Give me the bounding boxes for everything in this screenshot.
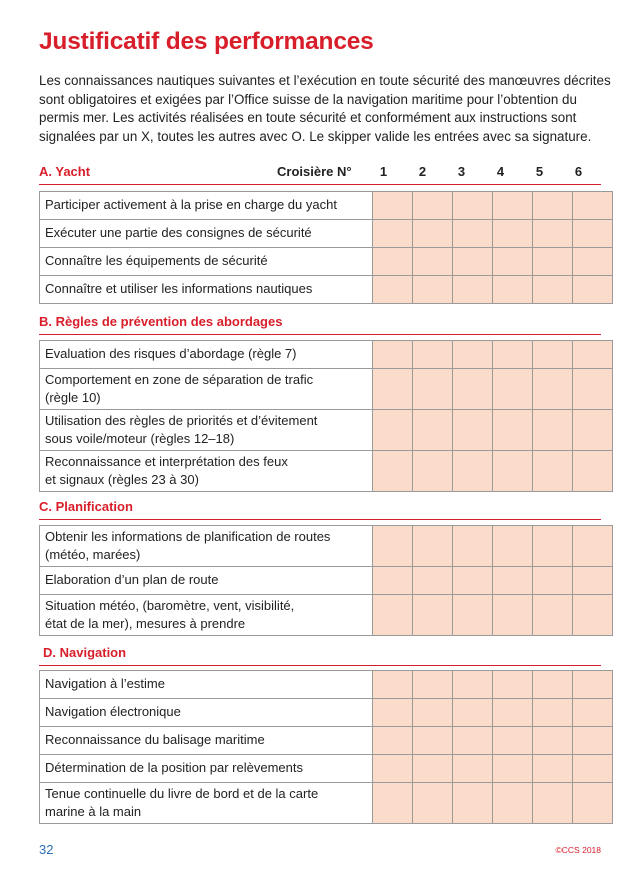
table-row — [40, 526, 613, 567]
skill-label-line: Exécuter une partie des consignes de sécurité — [45, 225, 312, 240]
cruise-checkbox-cell[interactable] — [413, 248, 453, 276]
cruise-checkbox-cell[interactable] — [493, 699, 533, 727]
cruise-checkbox-cell[interactable] — [453, 567, 493, 595]
table-row — [40, 727, 613, 755]
page-number: 32 — [39, 842, 54, 857]
cruise-number: 6 — [574, 164, 583, 179]
skill-label — [40, 755, 373, 783]
skill-label — [40, 369, 373, 410]
section-header — [39, 314, 601, 335]
skill-label-line: Navigation électronique — [45, 704, 181, 719]
cruise-checkbox-cell[interactable] — [373, 276, 413, 304]
cruise-checkbox-cell[interactable] — [493, 567, 533, 595]
cruise-checkbox-cell[interactable] — [533, 727, 573, 755]
cruise-checkbox-cell[interactable] — [373, 727, 413, 755]
cruise-checkbox-cell[interactable] — [453, 526, 493, 567]
cruise-checkbox-cell[interactable] — [573, 192, 613, 220]
cruise-checkbox-cell[interactable] — [453, 451, 493, 492]
cruise-checkbox-cell[interactable] — [453, 410, 493, 451]
cruise-checkbox-cell[interactable] — [453, 369, 493, 410]
skill-label-line: Elaboration d’un plan de route — [45, 572, 219, 587]
skill-label-line: Comportement en zone de séparation de trafic — [45, 371, 314, 387]
cruise-checkbox-cell[interactable] — [533, 526, 573, 567]
checklist-table — [39, 191, 613, 304]
cruise-checkbox-cell[interactable] — [373, 783, 413, 824]
cruise-checkbox-cell[interactable] — [453, 595, 493, 636]
table-row — [40, 595, 613, 636]
cruise-number: 5 — [535, 164, 544, 179]
cruise-checkbox-cell[interactable] — [373, 526, 413, 567]
cruise-checkbox-cell[interactable] — [493, 276, 533, 304]
cruise-checkbox-cell[interactable] — [493, 369, 533, 410]
skill-label-line: Evaluation des risques d’abordage (règle 7) — [45, 346, 297, 361]
skill-label — [40, 595, 373, 636]
skill-label — [40, 699, 373, 727]
skill-label — [40, 276, 373, 304]
skill-label — [40, 783, 373, 824]
skill-label — [40, 567, 373, 595]
cruise-checkbox-cell[interactable] — [573, 755, 613, 783]
skill-label-line: Reconnaissance du balisage maritime — [45, 732, 265, 747]
cruise-checkbox-cell[interactable] — [573, 727, 613, 755]
cruise-number: 4 — [496, 164, 505, 179]
cruise-checkbox-cell[interactable] — [493, 727, 533, 755]
cruise-checkbox-cell[interactable] — [373, 595, 413, 636]
section-navigation — [39, 645, 601, 819]
table-row — [40, 276, 613, 304]
section-yacht — [39, 164, 601, 296]
skill-label-line: Connaître et utiliser les informations nautiques — [45, 281, 313, 296]
cruise-checkbox-cell[interactable] — [533, 276, 573, 304]
cruise-checkbox-cell[interactable] — [453, 699, 493, 727]
table-row — [40, 410, 613, 451]
cruise-checkbox-cell[interactable] — [533, 783, 573, 824]
section-title: B. Règles de prévention des abordages — [39, 314, 283, 329]
cruise-checkbox-cell[interactable] — [373, 671, 413, 699]
table-row — [40, 783, 613, 824]
cruise-checkbox-cell[interactable] — [573, 248, 613, 276]
cruise-checkbox-cell[interactable] — [413, 727, 453, 755]
cruise-checkbox-cell[interactable] — [373, 248, 413, 276]
skill-label — [40, 451, 373, 492]
cruise-checkbox-cell[interactable] — [533, 755, 573, 783]
cruise-checkbox-cell[interactable] — [373, 755, 413, 783]
skill-label-line: état de la mer), mesures à prendre — [45, 615, 246, 631]
cruise-checkbox-cell[interactable] — [533, 369, 573, 410]
skill-label-line: (règle 10) — [45, 389, 101, 405]
intro-line: permis mer. Les activités réalisées en toute sécurité et conformément aux instructions sont — [39, 110, 577, 126]
cruise-checkbox-cell[interactable] — [373, 699, 413, 727]
checklist-table — [39, 670, 613, 824]
cruise-checkbox-cell[interactable] — [533, 248, 573, 276]
table-row — [40, 699, 613, 727]
intro-paragraph — [39, 72, 611, 146]
skill-label-line: Obtenir les informations de planification de routes — [45, 528, 331, 544]
cruise-checkbox-cell[interactable] — [573, 451, 613, 492]
skill-label — [40, 248, 373, 276]
cruise-checkbox-cell[interactable] — [413, 526, 453, 567]
cruise-checkbox-cell[interactable] — [533, 595, 573, 636]
cruise-checkbox-cell[interactable] — [413, 699, 453, 727]
cruise-checkbox-cell[interactable] — [453, 220, 493, 248]
cruise-checkbox-cell[interactable] — [493, 526, 533, 567]
skill-label-line: et signaux (règles 23 à 30) — [45, 471, 199, 487]
table-row — [40, 192, 613, 220]
cruise-checkbox-cell[interactable] — [533, 451, 573, 492]
cruise-checkbox-cell[interactable] — [573, 341, 613, 369]
cruise-checkbox-cell[interactable] — [373, 369, 413, 410]
cruise-checkbox-cell[interactable] — [413, 276, 453, 304]
cruise-checkbox-cell[interactable] — [453, 727, 493, 755]
cruise-number: 2 — [418, 164, 427, 179]
cruise-checkbox-cell[interactable] — [413, 451, 453, 492]
cruise-checkbox-cell[interactable] — [493, 451, 533, 492]
skill-label — [40, 526, 373, 567]
table-row — [40, 341, 613, 369]
cruise-checkbox-cell[interactable] — [533, 567, 573, 595]
table-row — [40, 671, 613, 699]
cruise-checkbox-cell[interactable] — [533, 671, 573, 699]
intro-line: sont obligatoires et exigées par l’Office suisse de la navigation maritime pour l’obtention du — [39, 91, 577, 107]
cruise-checkbox-cell[interactable] — [373, 192, 413, 220]
skill-label — [40, 220, 373, 248]
cruise-number: 1 — [379, 164, 388, 179]
skill-label — [40, 671, 373, 699]
cruise-checkbox-cell[interactable] — [573, 369, 613, 410]
skill-label-line: (météo, marées) — [45, 546, 141, 562]
cruise-checkbox-cell[interactable] — [573, 783, 613, 824]
section-title: D. Navigation — [43, 645, 127, 660]
cruise-checkbox-cell[interactable] — [413, 595, 453, 636]
section-title: A. Yacht — [39, 164, 91, 179]
skill-label-line: Détermination de la position par relèvements — [45, 760, 303, 775]
skill-label-line: Participer activement à la prise en charge du yacht — [45, 197, 337, 212]
skill-label-line: Situation météo, (baromètre, vent, visibilité, — [45, 597, 295, 613]
table-row — [40, 248, 613, 276]
cruise-checkbox-cell[interactable] — [413, 783, 453, 824]
skill-label-line: sous voile/moteur (règles 12–18) — [45, 430, 235, 446]
skill-label-line: Tenue continuelle du livre de bord et de la carte — [45, 785, 319, 801]
skill-label-line: Reconnaissance et interprétation des feux — [45, 453, 288, 469]
table-row — [40, 451, 613, 492]
section-header — [39, 499, 601, 520]
cruise-checkbox-cell[interactable] — [493, 595, 533, 636]
cruise-checkbox-cell[interactable] — [453, 341, 493, 369]
cruise-checkbox-cell[interactable] — [413, 567, 453, 595]
skill-label-line: Utilisation des règles de priorités et d’évitement — [45, 412, 318, 428]
table-row — [40, 220, 613, 248]
table-row — [40, 567, 613, 595]
cruise-checkbox-cell[interactable] — [533, 699, 573, 727]
page-title: Justificatif des performances — [39, 28, 374, 55]
cruise-checkbox-cell[interactable] — [493, 671, 533, 699]
cruise-checkbox-cell[interactable] — [453, 276, 493, 304]
copyright-notice: ©CCS 2018 — [555, 845, 601, 855]
cruise-checkbox-cell[interactable] — [373, 410, 413, 451]
section-title: C. Planification — [39, 499, 133, 514]
cruise-checkbox-cell[interactable] — [493, 220, 533, 248]
cruise-checkbox-cell[interactable] — [453, 671, 493, 699]
cruise-checkbox-cell[interactable] — [413, 220, 453, 248]
intro-line: signalées par un X, toutes les autres avec O. Le skipper valide les entrées avec sa signature. — [39, 128, 592, 144]
cruise-checkbox-cell[interactable] — [573, 595, 613, 636]
cruise-checkbox-cell[interactable] — [533, 192, 573, 220]
cruise-checkbox-cell[interactable] — [493, 755, 533, 783]
table-row — [40, 755, 613, 783]
skill-label-line: marine à la main — [45, 803, 142, 819]
cruise-checkbox-cell[interactable] — [533, 410, 573, 451]
cruise-checkbox-cell[interactable] — [373, 451, 413, 492]
cruise-checkbox-cell[interactable] — [533, 341, 573, 369]
skill-label-line: Navigation à l’estime — [45, 676, 165, 691]
cruise-checkbox-cell[interactable] — [573, 276, 613, 304]
table-row — [40, 369, 613, 410]
cruise-checkbox-cell[interactable] — [573, 410, 613, 451]
cruise-checkbox-cell[interactable] — [413, 671, 453, 699]
cruise-checkbox-cell[interactable] — [573, 526, 613, 567]
cruise-checkbox-cell[interactable] — [413, 410, 453, 451]
cruise-checkbox-cell[interactable] — [573, 567, 613, 595]
cruise-checkbox-cell[interactable] — [453, 755, 493, 783]
cruise-checkbox-cell[interactable] — [573, 699, 613, 727]
skill-label — [40, 192, 373, 220]
skill-label — [40, 410, 373, 451]
cruise-checkbox-cell[interactable] — [413, 755, 453, 783]
intro-line: Les connaissances nautiques suivantes et l’exécution en toute sécurité des manœuvres décrites — [39, 73, 611, 88]
cruise-checkbox-cell[interactable] — [413, 369, 453, 410]
skill-label — [40, 727, 373, 755]
cruise-checkbox-cell[interactable] — [493, 248, 533, 276]
cruise-checkbox-cell[interactable] — [453, 248, 493, 276]
checklist-table — [39, 525, 613, 636]
cruise-checkbox-cell[interactable] — [573, 671, 613, 699]
section-planning — [39, 499, 601, 631]
checklist-table — [39, 340, 613, 492]
cruise-checkbox-cell[interactable] — [373, 341, 413, 369]
cruise-number-label: Croisière N° — [277, 164, 352, 179]
cruise-checkbox-cell[interactable] — [413, 341, 453, 369]
section-collision-rules — [39, 314, 601, 487]
cruise-checkbox-cell[interactable] — [373, 220, 413, 248]
cruise-checkbox-cell[interactable] — [493, 410, 533, 451]
skill-label — [40, 341, 373, 369]
cruise-number: 3 — [457, 164, 466, 179]
cruise-checkbox-cell[interactable] — [453, 192, 493, 220]
section-header — [39, 645, 601, 666]
cruise-checkbox-cell[interactable] — [493, 341, 533, 369]
section-header — [39, 164, 601, 185]
cruise-checkbox-cell[interactable] — [573, 220, 613, 248]
cruise-checkbox-cell[interactable] — [413, 192, 453, 220]
cruise-checkbox-cell[interactable] — [533, 220, 573, 248]
cruise-checkbox-cell[interactable] — [493, 783, 533, 824]
cruise-checkbox-cell[interactable] — [453, 783, 493, 824]
skill-label-line: Connaître les équipements de sécurité — [45, 253, 268, 268]
cruise-checkbox-cell[interactable] — [373, 567, 413, 595]
cruise-checkbox-cell[interactable] — [493, 192, 533, 220]
